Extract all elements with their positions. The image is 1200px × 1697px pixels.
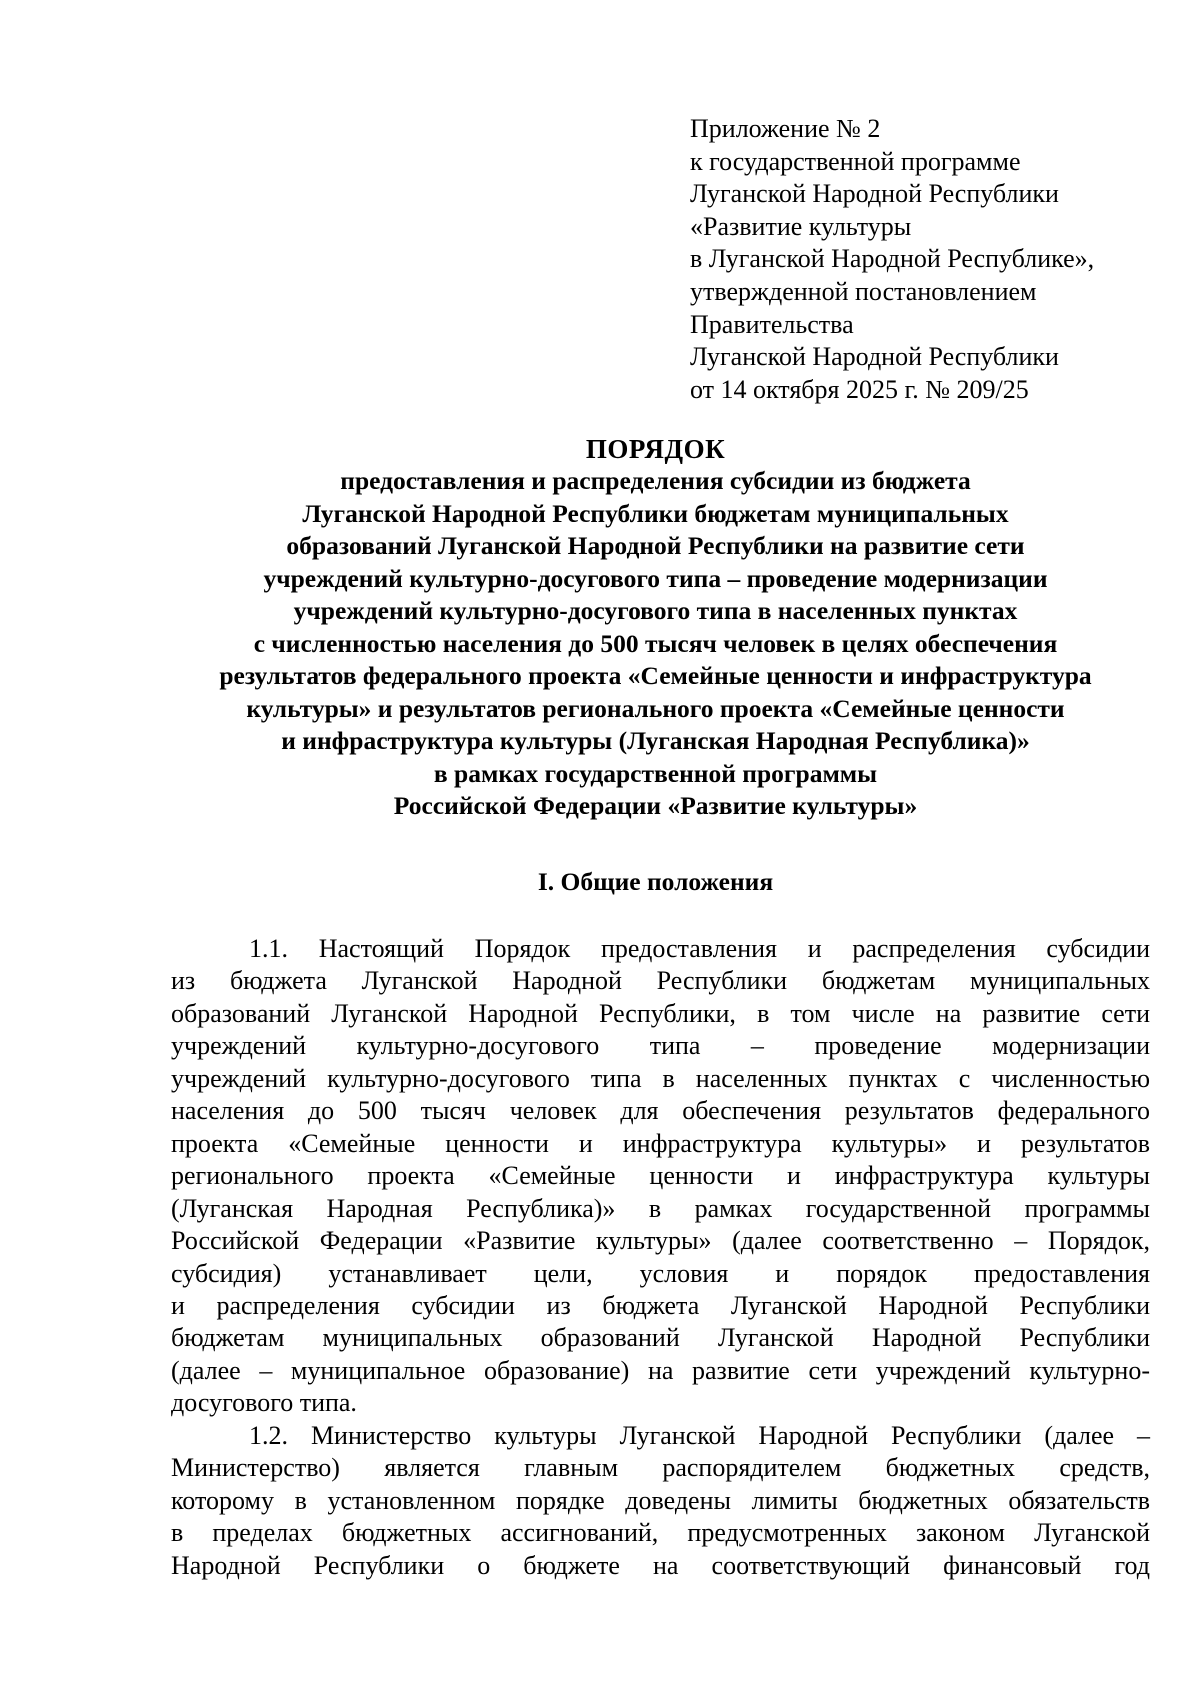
appendix-header (690, 113, 1160, 406)
title-line: результатов федерального проекта «Семейные ценности и инфраструктура (219, 661, 1092, 690)
section-heading: I. Общие положения (537, 867, 774, 896)
paragraph-line: в пределах бюджетных ассигнований, предусмотренных законом Луганской (171, 1518, 1150, 1548)
paragraph-line: Народной Республики о бюджете на соответствующий финансовый год (171, 1550, 1150, 1580)
title-line: культуры» и результатов регионального проекта «Семейные ценности (246, 693, 1065, 723)
paragraph-line: и распределения субсидии из бюджета Луганской Народной Республики (171, 1290, 1150, 1320)
appendix-line: утвержденной постановлением (690, 276, 1037, 306)
paragraph-line: досугового типа. (171, 1388, 357, 1418)
title-line: в рамках государственной программы (433, 758, 878, 788)
title-line: Луганской Народной Республики бюджетам муниципальных (302, 498, 1009, 528)
title-line: с численностью населения до 500 тысяч человек в целях обеспечения (253, 628, 1058, 658)
title-line: предоставления и распределения субсидии из бюджета (340, 466, 971, 495)
appendix-line: от 14 октября 2025 г. № 209/25 (690, 374, 1029, 404)
title-line: Российской Федерации «Развитие культуры» (393, 791, 918, 820)
paragraph-line: 1.1. Настоящий Порядок предоставления и распределения субсидии (249, 934, 1150, 963)
paragraph-line: которому в установленном порядке доведены лимиты бюджетных обязательств (171, 1485, 1150, 1515)
paragraph-line: проекта «Семейные ценности и инфраструктура культуры» и результатов (171, 1128, 1150, 1158)
appendix-line: к государственной программе (690, 146, 1021, 176)
paragraph-line: субсидия) устанавливает цели, условия и порядок предоставления (171, 1258, 1150, 1288)
paragraph-line: учреждений культурно-досугового типа в населенных пунктах с численностью (171, 1063, 1150, 1093)
title-line: учреждений культурно-досугового типа – проведение модернизации (263, 563, 1048, 593)
title-line: учреждений культурно-досугового типа в населенных пунктах (293, 596, 1018, 625)
body-text (171, 933, 1150, 1582)
paragraph-1-1 (171, 933, 1150, 1420)
appendix-line: Приложение № 2 (690, 114, 881, 143)
paragraph-1-2 (171, 1420, 1150, 1582)
document-title (160, 433, 1151, 823)
paragraph-line: 1.2. Министерство культуры Луганской Народной Республики (далее – (249, 1420, 1150, 1450)
paragraph-line: (Луганская Народная Республика)» в рамках государственной программы (171, 1193, 1150, 1223)
paragraph-line: Министерство) является главным распорядителем бюджетных средств, (171, 1453, 1150, 1483)
paragraph-line: из бюджета Луганской Народной Республики бюджетам муниципальных (171, 966, 1150, 996)
paragraph-line: населения до 500 тысяч человек для обеспечения результатов федерального (171, 1096, 1150, 1126)
appendix-line: Правительства (690, 309, 854, 339)
paragraph-line: регионального проекта «Семейные ценности и инфраструктура культуры (171, 1161, 1150, 1191)
appendix-line: Луганской Народной Республики (690, 342, 1059, 372)
appendix-line: Луганской Народной Республики (690, 179, 1059, 209)
paragraph-line: Российской Федерации «Развитие культуры» (далее соответственно – Порядок, (171, 1226, 1150, 1256)
paragraph-line: бюджетам муниципальных образований Луганской Народной Республики (171, 1323, 1150, 1353)
paragraph-line: образований Луганской Народной Республики, в том числе на развитие сети (171, 998, 1150, 1028)
paragraph-line: (далее – муниципальное образование) на развитие сети учреждений культурно- (171, 1355, 1150, 1385)
paragraph-line: учреждений культурно-досугового типа – проведение модернизации (171, 1031, 1150, 1061)
appendix-line: «Развитие культуры (690, 211, 912, 241)
title-word: ПОРЯДОК (585, 434, 726, 464)
title-line: и инфраструктура культуры (Луганская Народная Республика)» (281, 726, 1030, 755)
appendix-line: в Луганской Народной Республике», (690, 244, 1095, 274)
title-line: образований Луганской Народной Республики на развитие сети (286, 531, 1025, 560)
